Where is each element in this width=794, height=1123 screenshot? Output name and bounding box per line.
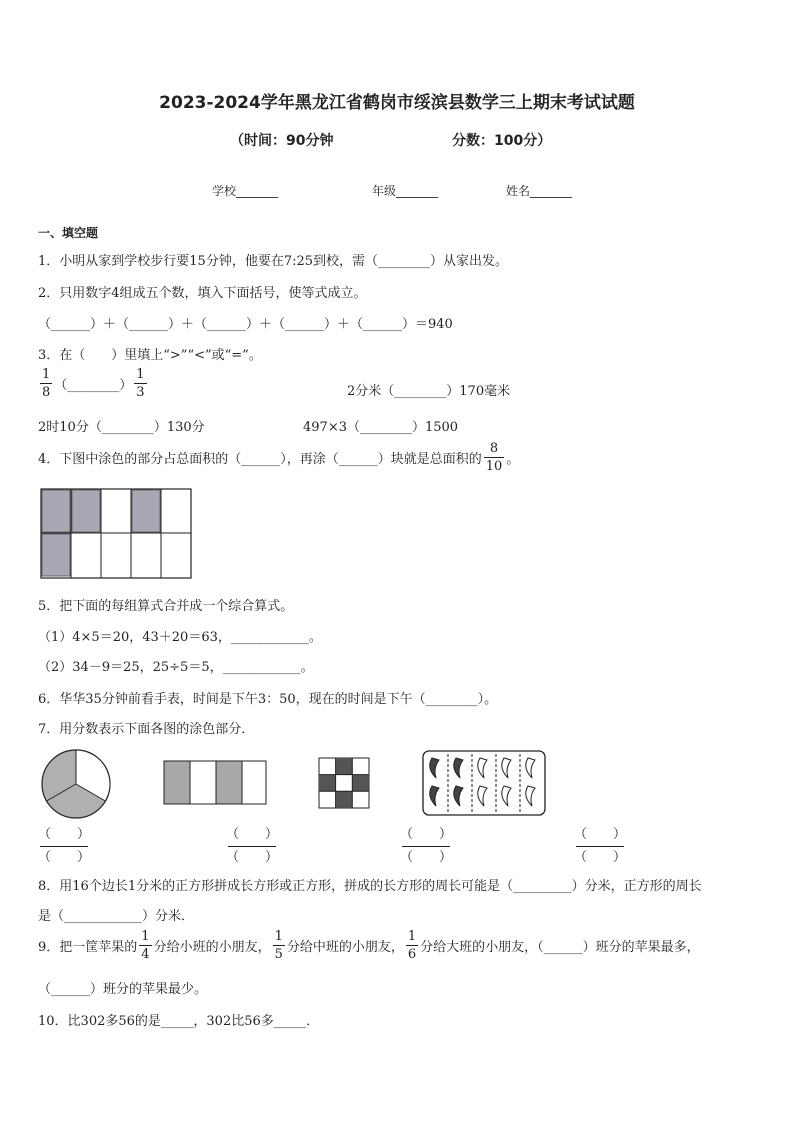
question-2-equation: （______）＋（______）＋（______）＋（______）＋（______）＝940 <box>38 317 453 332</box>
answer-fraction-4[interactable]: （ ） （ ） <box>574 827 627 865</box>
grade-field[interactable]: 年级_______ <box>372 184 439 198</box>
fraction: $\frac{1}{4}$ <box>141 929 150 962</box>
question-4: 4．下图中涂色的部分占总面积的（______），再涂（______）块就是总面积的 $\frac{8}{10}$ 。 <box>38 441 520 474</box>
name-field[interactable]: 姓名_______ <box>506 184 573 198</box>
question-3d: 497×3（________）1500 <box>303 420 459 435</box>
question-3b: 2分米（________）170毫米 <box>347 384 511 399</box>
question-8-cont: 是（____________）分米． <box>38 909 195 924</box>
question-9: 9．把一筐苹果的 $\frac{1}{4}$ 分给小班的小朋友， $\frac{1}{5}$ 分给中班的小朋友， $\frac{1}{6}$ 分给大班的小朋友，（______）班分的苹果最多， <box>38 929 700 962</box>
question-5-2: （2）34－9＝25，25÷5＝5，____________。 <box>38 660 314 675</box>
fraction: $\frac{1}{5}$ <box>274 929 283 962</box>
question-6: 6．华华35分钟前看手表，时间是下午3：50，现在的时间是下午（________）。 <box>38 692 498 707</box>
banana-figure <box>422 750 546 816</box>
question-3: 3．在（ ）里填上“>”“<”或“=”。 <box>38 348 262 363</box>
grid-figure <box>40 488 194 580</box>
school-field[interactable]: 学校_______ <box>212 184 279 198</box>
question-1: 1．小明从家到学校步行要15分钟，他要在7:25到校，需（________）从家出发。 <box>38 254 509 269</box>
question-7: 7．用分数表示下面各图的涂色部分． <box>38 722 255 737</box>
question-8: 8．用16个边长1分米的正方形拼成长方形或正方形，拼成的长方形的周长可能是（_________）分米，正方形的周长 <box>38 879 702 894</box>
blank: （________） <box>54 378 133 393</box>
fraction: $\frac{8}{10}$ <box>485 441 503 474</box>
exam-score: 分数：100分） <box>452 133 552 149</box>
answer-fraction-3[interactable]: （ ） （ ） <box>400 827 453 865</box>
question-10: 10．比302多56的是_____，302比56多_____． <box>38 1014 320 1029</box>
question-2: 2．只用数字4组成五个数，填入下面括号，使等式成立。 <box>38 286 367 301</box>
question-5-1: （1）4×5＝20，43＋20＝63，____________。 <box>38 630 322 645</box>
checker-figure <box>318 757 372 809</box>
section-heading: 一、填空题 <box>38 226 99 240</box>
bar-figure <box>163 760 268 806</box>
question-3a <box>38 368 149 399</box>
question-5: 5．把下面的每组算式合并成一个综合算式。 <box>38 599 294 614</box>
question-9-cont: （______）班分的苹果最少。 <box>38 982 208 997</box>
page-title: 2023-2024学年黑龙江省鹤岗市绥滨县数学三上期末考试试题 <box>159 93 635 113</box>
fraction: $\frac{1}{8}$ <box>42 367 51 400</box>
exam-time: （时间：90分钟 <box>230 133 334 149</box>
fraction: $\frac{1}{6}$ <box>407 929 417 962</box>
question-3c: 2时10分（________）130分 <box>38 420 205 435</box>
answer-fraction-1[interactable]: （ ） （ ） <box>38 827 91 865</box>
answer-fraction-2[interactable]: （ ） （ ） <box>226 827 279 865</box>
pie-figure <box>40 748 114 820</box>
fraction: $\frac{1}{3}$ <box>136 367 145 400</box>
